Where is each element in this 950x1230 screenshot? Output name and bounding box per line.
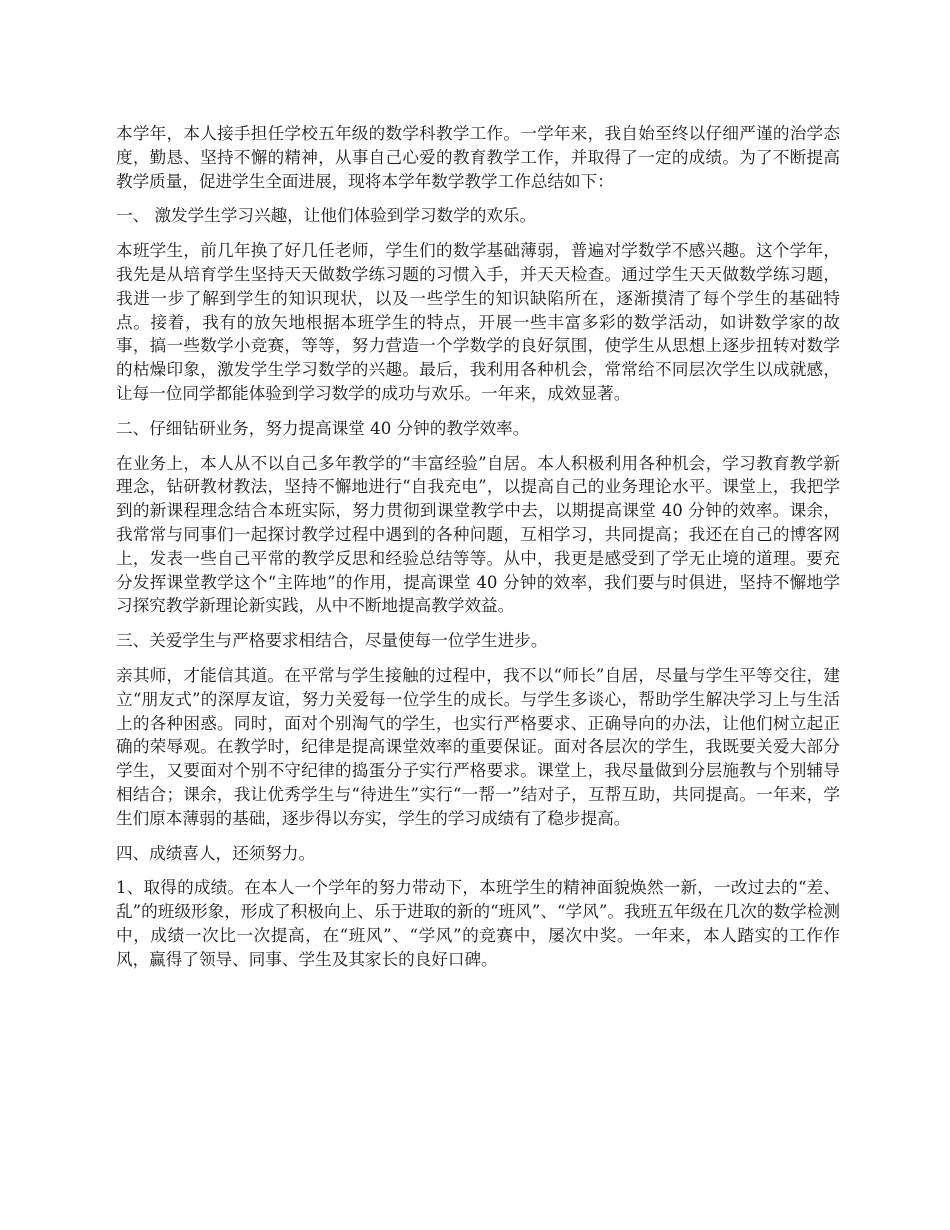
section-2-paragraph: 在业务上，本人从不以自己多年教学的“丰富经验”自居。本人积极利用各种机会，学习教育教学新理念，钻研教材教法，坚持不懈地进行“自我充电”，以提高自己的业务理论水平。课堂上，我把学到的新课程理念结合本班实际，努力贯彻到课堂教学中去，以期提高课堂 40 分钟的效率。课余，我常常与同事们一起探讨教学过程中遇到的各种问题，互相学习，共同提高；我还在自己的博客网上，发表一些自己平常的教学反思和经验总结等等。从中，我更是感受到了学无止境的道理。要充分发挥课堂教学这个“主阵地”的作用，提高课堂 40 分钟的效率，我们要与时俱进，坚持不懈地学习探究教学新理论新实践，从中不断地提高教学效益。 [116, 453, 840, 616]
section-heading-4: 四、成绩喜人，还须努力。 [116, 843, 316, 863]
section-3-paragraph: 亲其师，才能信其道。在平常与学生接触的过程中，我不以“师长”自居，尽量与学生平等交往，建立“朋友式”的深厚友谊，努力关爱每一位学生的成长。与学生多谈心，帮助学生解决学习上与生活上的各种困惑。同时，面对个别淘气的学生，也实行严格要求、正确导向的办法，让他们树立起正确的荣辱观。在教学时，纪律是提高课堂效率的重要保证。面对各层次的学生，我既要关爱大部分学生，又要面对个别不守纪律的捣蛋分子实行严格要求。课堂上，我尽量做到分层施教与个别辅导相结合；课余，我让优秀学生与“待进生”实行“一帮一”结对子，互帮互助，共同提高。一年来，学生们原本薄弱的基础，逐步得以夯实，学生的学习成绩有了稳步提高。 [116, 665, 840, 828]
section-heading-2: 二、仔细钻研业务，努力提高课堂 40 分钟的教学效率。 [116, 418, 530, 438]
section-heading-3: 三、关爱学生与严格要求相结合，尽量使每一位学生进步。 [116, 631, 548, 651]
section-heading-1: 一、 激发学生学习兴趣，让他们体验到学习数学的欢乐。 [116, 206, 537, 226]
section-4-paragraph: 1、取得的成绩。在本人一个学年的努力带动下，本班学生的精神面貌焕然一新，一改过去的“差、乱”的班级形象，形成了积极向上、乐于进取的新的“班风”、“学风”。我班五年级在几次的数学检测中，成绩一次比一次提高，在“班风”、“学风”的竞赛中，屡次中奖。一年来，本人踏实的工作作风，赢得了领导、同事、学生及其家长的良好口碑。 [116, 878, 840, 969]
document-page [116, 122, 840, 983]
intro-paragraph: 本学年，本人接手担任学校五年级的数学科教学工作。一学年来，我自始至终以仔细严谨的治学态度，勤恳、坚持不懈的精神，从事自己心爱的教育教学工作，并取得了一定的成绩。为了不断提高教学质量，促进学生全面进展，现将本学年数学教学工作总结如下： [116, 124, 840, 191]
section-1-paragraph: 本班学生，前几年换了好几任老师，学生们的数学基础薄弱，普遍对学数学不感兴趣。这个学年，我先是从培育学生坚持天天做数学练习题的习惯入手，并天天检查。通过学生天天做数学练习题，我进一步了解到学生的知识现状，以及一些学生的知识缺陷所在，逐渐摸清了每个学生的基础特点。接着，我有的放矢地根据本班学生的特点，开展一些丰富多彩的数学活动，如讲数学家的故事，搞一些数学小竞赛，等等，努力营造一个学数学的良好氛围，使学生从思想上逐步扭转对数学的枯燥印象，激发学生学习数学的兴趣。最后，我利用各种机会，常常给不同层次学生以成就感，让每一位同学都能体验到学习数学的成功与欢乐。一年来，成效显著。 [116, 241, 840, 403]
